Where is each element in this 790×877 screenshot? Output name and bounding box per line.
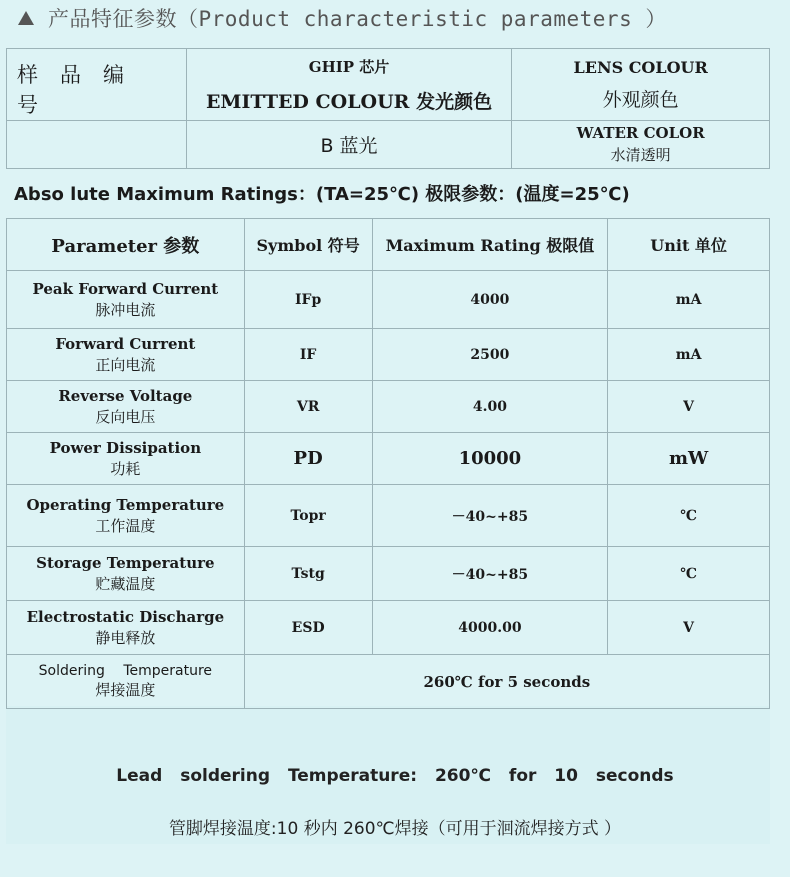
header-unit: Unit 单位	[608, 219, 770, 271]
value-cell: －40~+85	[372, 547, 608, 601]
sample-number-value	[7, 121, 187, 169]
symbol-cell: Tstg	[244, 547, 372, 601]
unit-cell: V	[608, 381, 770, 433]
header-parameter: Parameter 参数	[7, 219, 245, 271]
value-cell: 10000	[372, 433, 608, 485]
symbol-cell: IF	[244, 329, 372, 381]
value-cell: －40~+85	[372, 485, 608, 547]
value-cell: 4000	[372, 271, 608, 329]
symbol-cell: PD	[244, 433, 372, 485]
symbol-cell: IFp	[244, 271, 372, 329]
unit-cell: V	[608, 601, 770, 655]
param-en: Forward Current	[55, 334, 196, 353]
triangle-bullet-icon	[18, 11, 34, 25]
product-info-table	[6, 48, 770, 169]
lens-colour-label: LENS COLOUR	[573, 57, 708, 77]
chip-color-header	[186, 49, 512, 121]
param-cell	[7, 655, 245, 709]
value-cell: 2500	[372, 329, 608, 381]
chip-head: GHIP 芯片	[308, 57, 390, 76]
param-cell	[7, 271, 245, 329]
symbol-cell: Topr	[244, 485, 372, 547]
emitted-colour-value: B 蓝光	[186, 121, 512, 169]
table-row	[7, 381, 770, 433]
table-row	[7, 433, 770, 485]
param-zh: 静电释放	[95, 628, 156, 647]
table-row	[7, 601, 770, 655]
unit-cell: ℃	[608, 547, 770, 601]
param-zh: 功耗	[110, 459, 141, 478]
unit-cell: mA	[608, 271, 770, 329]
param-en: Reverse Voltage	[58, 386, 193, 405]
param-cell	[7, 601, 245, 655]
unit-cell: ℃	[608, 485, 770, 547]
max-ratings-table	[6, 218, 770, 709]
table-row	[7, 271, 770, 329]
lens-colour-value	[512, 121, 770, 169]
ratings-title: Abso lute Maximum Ratings：(TA=25℃) 极限参数：(温度=25℃)	[14, 184, 630, 205]
param-zh: 脉冲电流	[95, 300, 156, 319]
header-symbol: Symbol 符号	[244, 219, 372, 271]
unit-cell: mW	[608, 433, 770, 485]
section-title: 产品特征参数（Product characteristic parameters ）	[48, 7, 667, 31]
param-cell	[7, 381, 245, 433]
water-clear-label: 水清透明	[610, 146, 671, 164]
param-zh: 贮藏温度	[95, 574, 156, 593]
lead-soldering-note: Lead soldering Temperature: 260℃ for 10 seconds	[116, 766, 674, 786]
value-cell: 4000.00	[372, 601, 608, 655]
param-zh: 反向电压	[95, 407, 156, 426]
param-cell	[7, 485, 245, 547]
param-en: Power Dissipation	[49, 438, 202, 457]
sample-number-label: 样品编号	[7, 49, 187, 121]
symbol-cell: VR	[244, 381, 372, 433]
param-cell	[7, 433, 245, 485]
water-color-label: WATER COLOR	[576, 124, 705, 142]
param-en: Operating Temperature	[26, 495, 225, 514]
header-max-rating: Maximum Rating 极限值	[372, 219, 608, 271]
param-cell	[7, 547, 245, 601]
lead-soldering-note-zh: 管脚焊接温度:10 秒内 260℃焊接（可用于洄流焊接方式 ）	[168, 819, 622, 839]
param-en: Soldering Temperature	[38, 662, 213, 679]
table-row	[7, 655, 770, 709]
emitted-colour-label: EMITTED COLOUR 发光颜色	[205, 90, 493, 113]
param-en: Peak Forward Current	[32, 279, 219, 298]
value-cell: 4.00	[372, 381, 608, 433]
table-row	[7, 485, 770, 547]
param-cell	[7, 329, 245, 381]
table-row	[7, 547, 770, 601]
symbol-cell: ESD	[244, 601, 372, 655]
solder-value-cell: 260℃ for 5 seconds	[244, 655, 769, 709]
param-en: Storage Temperature	[36, 553, 215, 572]
table-row	[7, 329, 770, 381]
unit-cell: mA	[608, 329, 770, 381]
section-header	[0, 0, 790, 36]
param-zh: 正向电流	[95, 355, 156, 374]
param-en: Electrostatic Discharge	[26, 607, 225, 626]
param-zh: 工作温度	[95, 516, 156, 535]
appearance-colour-label: 外观颜色	[602, 88, 679, 111]
lens-colour-header	[512, 49, 770, 121]
param-zh: 焊接温度	[95, 680, 156, 699]
